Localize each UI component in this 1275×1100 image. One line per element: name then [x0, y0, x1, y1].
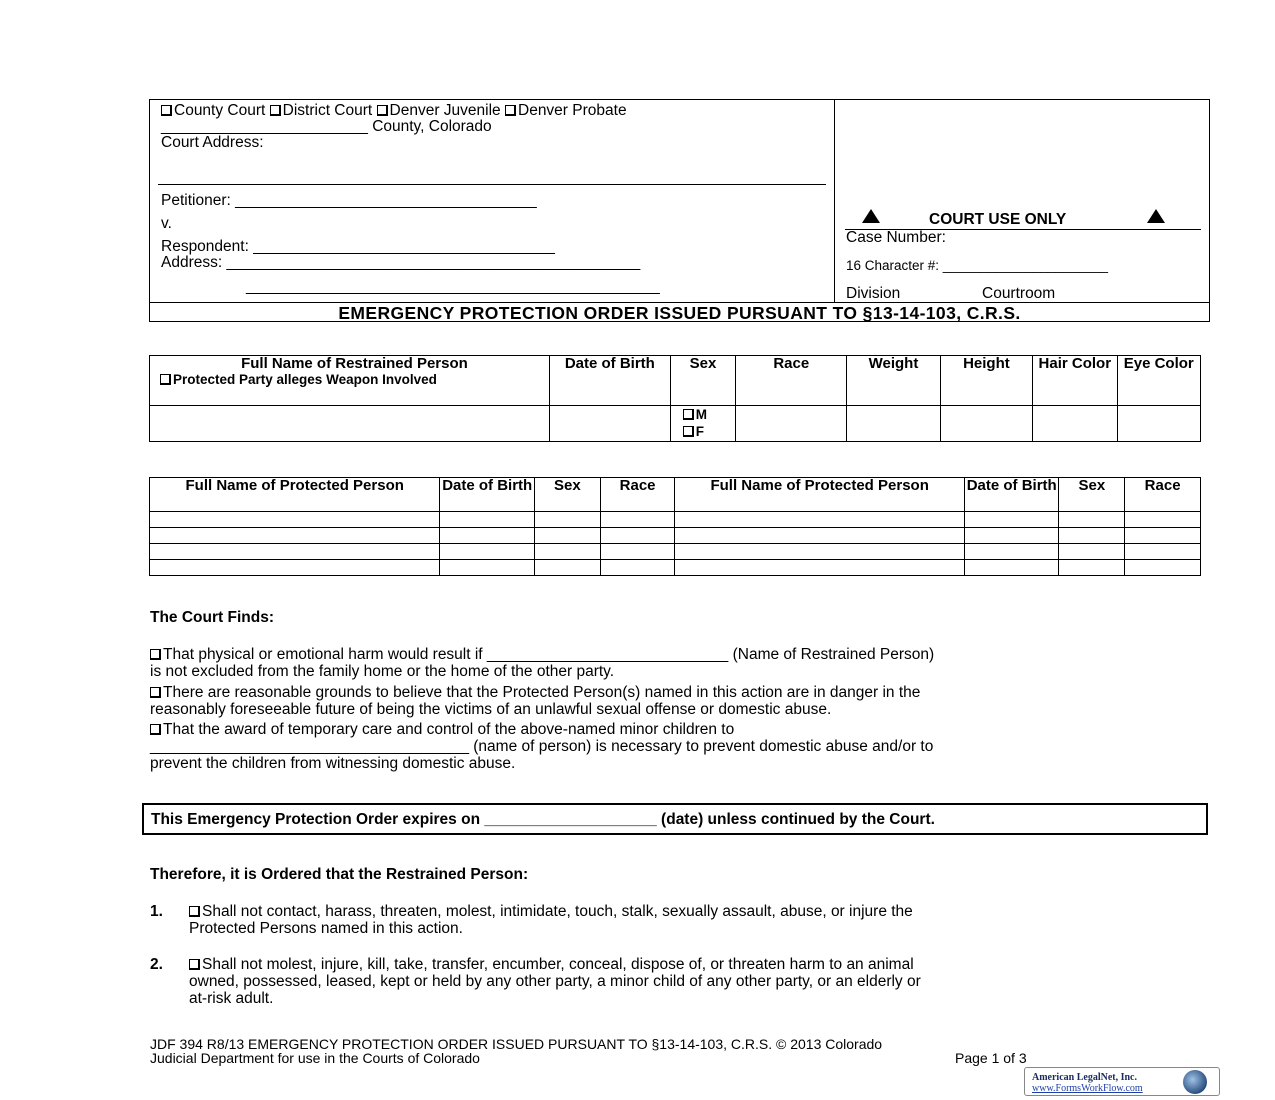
finding-3-checkbox[interactable]: [150, 724, 161, 735]
table-cell[interactable]: [535, 544, 601, 560]
footer-line-2: Judicial Department for use in the Courts of Colorado: [150, 1050, 480, 1066]
finding-1-text: That physical or emotional harm would result if ____________________________ (Name of Restrained Person): [163, 646, 935, 663]
hair-color-header: Hair Color: [1033, 356, 1117, 406]
table-cell[interactable]: [440, 512, 535, 528]
finding-2-checkbox[interactable]: [150, 687, 161, 698]
sex-f-checkbox[interactable]: F: [683, 423, 736, 440]
finding-3-text: That the award of temporary care and control of the above-named minor children to: [163, 721, 735, 738]
finding-3-text-cont2: prevent the children from witnessing domestic abuse.: [150, 755, 516, 772]
publisher-badge[interactable]: [1024, 1067, 1220, 1096]
table-cell[interactable]: [1125, 528, 1201, 544]
table-row: [150, 528, 1201, 544]
sex-header: Sex: [535, 478, 601, 512]
petitioner-field[interactable]: Petitioner: ___________________________________: [161, 192, 537, 209]
finding-2-text-cont: reasonably foreseeable future of being the victims of an unlawful sexual offense or domestic abuse.: [150, 701, 832, 718]
dob-header: Date of Birth: [440, 478, 535, 512]
table-cell[interactable]: [150, 560, 440, 576]
table-row: [150, 512, 1201, 528]
table-row: [150, 560, 1201, 576]
finding-3-text-cont[interactable]: _____________________________________ (name of person) is necessary to prevent domestic abuse and/or to: [150, 738, 934, 755]
sex-header: Sex: [1059, 478, 1125, 512]
race-header: Race: [1125, 478, 1201, 512]
table-cell[interactable]: [600, 528, 675, 544]
orders-heading: Therefore, it is Ordered that the Restrained Person:: [150, 866, 529, 883]
page-title: EMERGENCY PROTECTION ORDER ISSUED PURSUANT TO §13-14-103, C.R.S.: [338, 303, 1021, 323]
eye-color-cell[interactable]: [1117, 406, 1200, 442]
weapon-involved-checkbox[interactable]: Protected Party alleges Weapon Involved: [160, 372, 549, 387]
address-field[interactable]: Address: ________________________________________________: [161, 254, 641, 271]
protected-persons-table: [149, 477, 1201, 576]
publisher-name: American LegalNet, Inc.: [1032, 1072, 1137, 1083]
globe-icon: [1183, 1070, 1207, 1094]
order-2-text: Shall not molest, injure, kill, take, transfer, encumber, conceal, dispose of, or threaten harm to an animal: [202, 956, 914, 973]
division-field[interactable]: Division: [846, 285, 901, 302]
table-cell[interactable]: [150, 512, 440, 528]
table-cell[interactable]: [440, 528, 535, 544]
order-2-text-cont: owned, possessed, leased, kept or held by any other party, a minor child of any other party, or an elderly or: [189, 973, 921, 990]
dob-header: Date of Birth: [964, 478, 1059, 512]
court-address-line[interactable]: [158, 184, 826, 185]
table-cell[interactable]: [600, 544, 675, 560]
order-1-checkbox[interactable]: [189, 906, 200, 917]
order-item-1: [189, 903, 1201, 937]
race-header: Race: [600, 478, 675, 512]
finding-1-text-cont: is not excluded from the family home or the home of the other party.: [150, 663, 615, 680]
address-field-line2[interactable]: ________________________________________________: [246, 278, 660, 295]
table-cell[interactable]: [1125, 560, 1201, 576]
table-cell[interactable]: [600, 512, 675, 528]
footer-line-1: JDF 394 R8/13 EMERGENCY PROTECTION ORDER ISSUED PURSUANT TO §13-14-103, C.R.S. © 2013 Colorado: [150, 1036, 883, 1052]
restrained-name-header: Full Name of Restrained Person Protected Party alleges Weapon Involved: [150, 356, 550, 406]
finding-1-checkbox[interactable]: [150, 649, 161, 660]
height-header: Height: [940, 356, 1032, 406]
order-1-text: Shall not contact, harass, threaten, molest, intimidate, touch, stalk, sexually assault, abuse, or injure the: [202, 903, 913, 920]
table-cell[interactable]: [964, 560, 1059, 576]
order-2-text-cont2: at-risk adult.: [189, 990, 274, 1007]
table-cell[interactable]: [440, 544, 535, 560]
order-1-text-cont: Protected Persons named in this action.: [189, 920, 463, 937]
sex-cell: [670, 406, 736, 442]
case-number-field[interactable]: Case Number:: [846, 229, 946, 246]
restrained-name-cell[interactable]: [150, 406, 550, 442]
table-cell[interactable]: [1125, 544, 1201, 560]
table-cell[interactable]: [600, 560, 675, 576]
court-address-label: Court Address:: [161, 134, 264, 151]
table-cell[interactable]: [675, 528, 964, 544]
protected-name-header: Full Name of Protected Person: [150, 478, 440, 512]
triangle-up-icon: [862, 209, 880, 223]
table-cell[interactable]: [675, 560, 964, 576]
expiry-text[interactable]: This Emergency Protection Order expires on ____________________ (date) unless continued by the Court.: [151, 811, 935, 828]
table-cell[interactable]: [1059, 512, 1125, 528]
sex-header: Sex: [670, 356, 736, 406]
dob-cell[interactable]: [549, 406, 670, 442]
dob-header: Date of Birth: [549, 356, 670, 406]
table-cell[interactable]: [150, 544, 440, 560]
county-court-checkbox[interactable]: County Court: [161, 102, 265, 119]
finding-item-1: [150, 646, 1202, 680]
finding-item-3: [150, 721, 1202, 772]
table-cell[interactable]: [1059, 544, 1125, 560]
courtroom-field[interactable]: Courtroom: [982, 285, 1056, 302]
table-cell[interactable]: [964, 528, 1059, 544]
height-cell[interactable]: [940, 406, 1032, 442]
denver-juvenile-checkbox[interactable]: Denver Juvenile: [377, 102, 501, 119]
county-line[interactable]: ________________________ County, Colorado: [161, 118, 492, 135]
protected-name-header: Full Name of Protected Person: [675, 478, 964, 512]
expiry-box: [142, 803, 1208, 835]
table-cell[interactable]: [535, 512, 601, 528]
order-2-number: 2.: [150, 956, 163, 973]
table-row: [150, 544, 1201, 560]
table-cell[interactable]: [675, 512, 964, 528]
table-cell[interactable]: [1125, 512, 1201, 528]
hair-color-cell[interactable]: [1033, 406, 1117, 442]
table-cell[interactable]: [535, 560, 601, 576]
finding-2-text: There are reasonable grounds to believe that the Protected Person(s) named in this action are in danger in the: [163, 684, 921, 701]
respondent-field[interactable]: Respondent: ___________________________________: [161, 238, 555, 255]
weight-header: Weight: [847, 356, 940, 406]
district-court-checkbox[interactable]: District Court: [270, 102, 373, 119]
sex-m-checkbox[interactable]: M: [683, 406, 736, 423]
court-use-only-label: COURT USE ONLY: [929, 211, 1067, 228]
finding-item-2: [150, 684, 1202, 718]
triangle-up-icon: [1147, 209, 1165, 223]
race-cell[interactable]: [736, 406, 847, 442]
table-cell[interactable]: [535, 528, 601, 544]
table-cell[interactable]: [675, 544, 964, 560]
table-cell[interactable]: [1059, 528, 1125, 544]
caption-divider-vertical: [834, 99, 835, 303]
restrained-person-table: [149, 355, 1201, 442]
denver-probate-checkbox[interactable]: Denver Probate: [505, 102, 627, 119]
table-cell[interactable]: [150, 528, 440, 544]
table-cell[interactable]: [964, 512, 1059, 528]
page-number: Page 1 of 3: [955, 1050, 1027, 1066]
order-2-checkbox[interactable]: [189, 959, 200, 970]
table-cell[interactable]: [964, 544, 1059, 560]
table-cell[interactable]: [440, 560, 535, 576]
race-header: Race: [736, 356, 847, 406]
table-cell[interactable]: [1059, 560, 1125, 576]
findings-heading: The Court Finds:: [150, 609, 274, 626]
eye-color-header: Eye Color: [1117, 356, 1200, 406]
publisher-url[interactable]: www.FormsWorkFlow.com: [1032, 1083, 1143, 1094]
order-1-number: 1.: [150, 903, 163, 920]
versus-label: v.: [161, 215, 172, 232]
order-item-2: [189, 956, 1201, 1007]
sixteen-character-field[interactable]: 16 Character #: ______________________: [846, 258, 1108, 273]
weight-cell[interactable]: [847, 406, 940, 442]
